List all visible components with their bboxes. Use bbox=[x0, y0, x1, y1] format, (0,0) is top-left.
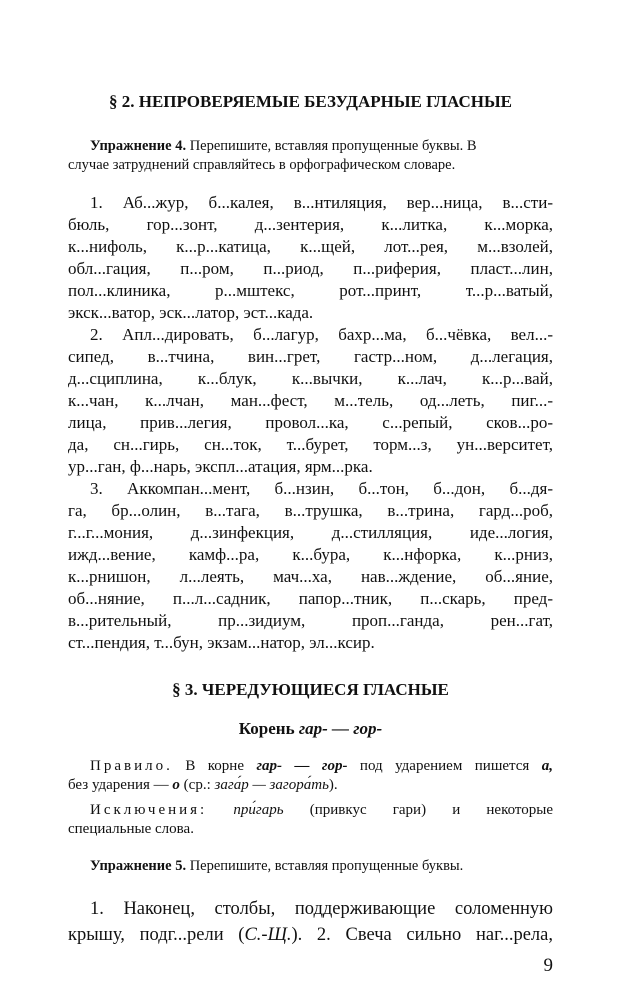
source-abbrev: С.-Щ. bbox=[244, 925, 292, 945]
exercise-5-line-2 bbox=[68, 922, 553, 948]
text-line: ижд...вение, камф...ра, к...бура, к...нфорка, к...рниз, bbox=[68, 545, 553, 564]
rule-line-1 bbox=[90, 756, 553, 776]
text-line: лица, прив...легия, провол...ка, с...репый, сков...ро- bbox=[68, 413, 553, 432]
exercise-5-text: Перепишите, вставляя пропущенные буквы. bbox=[189, 858, 464, 874]
text-line: 3. Аккомпан...мент, б...нзин, б...тон, б...дон, б...дя- bbox=[90, 479, 553, 498]
exercise-4-instructions bbox=[90, 137, 552, 156]
text-line: ур...ган, ф...нарь, экспл...атация, ярм...рка. bbox=[68, 457, 373, 476]
exercise-5-label: Упражнение 5. bbox=[90, 858, 187, 874]
exercise-5-text-part: ). 2. Свеча сильно наг...рела, bbox=[291, 925, 553, 945]
text-line: к...чан, к...лчан, ман...фест, м...тель, од...леть, пиг...- bbox=[68, 391, 553, 410]
rule-example: зага́р — загора́ть bbox=[214, 777, 329, 793]
root-subheading bbox=[68, 719, 553, 739]
exception-line-2: специальные слова. bbox=[68, 821, 194, 837]
rule-root: гар- — гор- bbox=[256, 758, 348, 774]
section-2-title: § 2. НЕПРОВЕРЯЕМЫЕ БЕЗУДАРНЫЕ ГЛАСНЫЕ bbox=[108, 92, 513, 111]
section-3-title: § 3. ЧЕРЕДУЮЩИЕСЯ ГЛАСНЫЕ bbox=[172, 680, 449, 699]
exercise-4-text-1: Перепишите, вставляя пропущенные буквы. В bbox=[189, 138, 477, 154]
rule-text: без ударения — bbox=[68, 777, 169, 793]
exception-word: при́гарь bbox=[233, 802, 284, 818]
rule-letter-a: а, bbox=[541, 758, 554, 774]
text-line: д...сциплина, к...блук, к...вычки, к...лач, к...р...вай, bbox=[68, 369, 553, 388]
text-line: сипед, в...тчина, вин...грет, гастр...ном, д...легация, bbox=[68, 347, 553, 366]
text-line: в...рительный, пр...зидиум, проп...ганда, рен...гат, bbox=[68, 611, 553, 630]
text-line: к...нифоль, к...р...катица, к...щей, лот...рея, м...взолей, bbox=[68, 237, 553, 256]
rule-letter-o: о bbox=[172, 777, 180, 793]
text-line: об...няние, п...л...садник, папор...тник, п...скарь, пред- bbox=[68, 589, 553, 608]
rule-text: под ударением пишется bbox=[359, 758, 530, 774]
rule-line-2 bbox=[68, 775, 553, 795]
root-subheading-roots: гар- — гор- bbox=[298, 719, 383, 738]
rule-text: В корне bbox=[185, 758, 244, 774]
text-line: экск...ватор, эск...латор, эст...када. bbox=[68, 303, 314, 322]
exercise-4-instructions-cont: случае затруднений справляйтесь в орфографическом словаре. bbox=[68, 157, 456, 173]
rule-label: Правило. bbox=[90, 758, 173, 774]
exception-line-1 bbox=[90, 800, 553, 820]
exception-text: (привкус гари) и некоторые bbox=[309, 802, 554, 818]
exercise-5-text-part: крышу, подг...рели ( bbox=[68, 925, 245, 945]
text-line: к...рнишон, л...леять, мач...ха, нав...ждение, об...яние, bbox=[68, 567, 553, 586]
text-line: обл...гация, п...ром, п...риод, п...риферия, пласт...лин, bbox=[68, 259, 553, 278]
text-line: г...г...мония, д...зинфекция, д...стилляция, иде...логия, bbox=[68, 523, 553, 542]
exercise-5-line-1: 1. Наконец, столбы, поддерживающие соломенную bbox=[90, 899, 553, 919]
text-line: пол...клиника, р...мштекс, рот...принт, т...р...ватый, bbox=[68, 281, 553, 300]
text-line: 1. Аб...жур, б...калея, в...нтиляция, вер...ница, в...сти- bbox=[90, 193, 553, 212]
rule-text: (ср.: bbox=[183, 777, 211, 793]
exercise-4-label: Упражнение 4. bbox=[90, 138, 187, 154]
page-number: 9 bbox=[543, 955, 553, 976]
text-line: ст...пендия, т...бун, экзам...натор, эл...ксир. bbox=[68, 633, 375, 652]
text-line: да, сн...гирь, сн...ток, т...бурет, торм...з, ун...верситет, bbox=[68, 435, 553, 454]
root-subheading-prefix: Корень bbox=[238, 719, 295, 738]
exception-label: Исключения: bbox=[90, 802, 208, 818]
rule-text: ). bbox=[328, 777, 338, 793]
text-line: 2. Апл...дировать, б...лагур, бахр...ма, б...чёвка, вел...- bbox=[90, 325, 553, 344]
text-line: га, бр...олин, в...тага, в...трушка, в...трина, гард...роб, bbox=[68, 501, 553, 520]
text-line: бюль, гор...зонт, д...зентерия, к...литка, к...морка, bbox=[68, 215, 553, 234]
exercise-5-instructions bbox=[90, 857, 552, 876]
